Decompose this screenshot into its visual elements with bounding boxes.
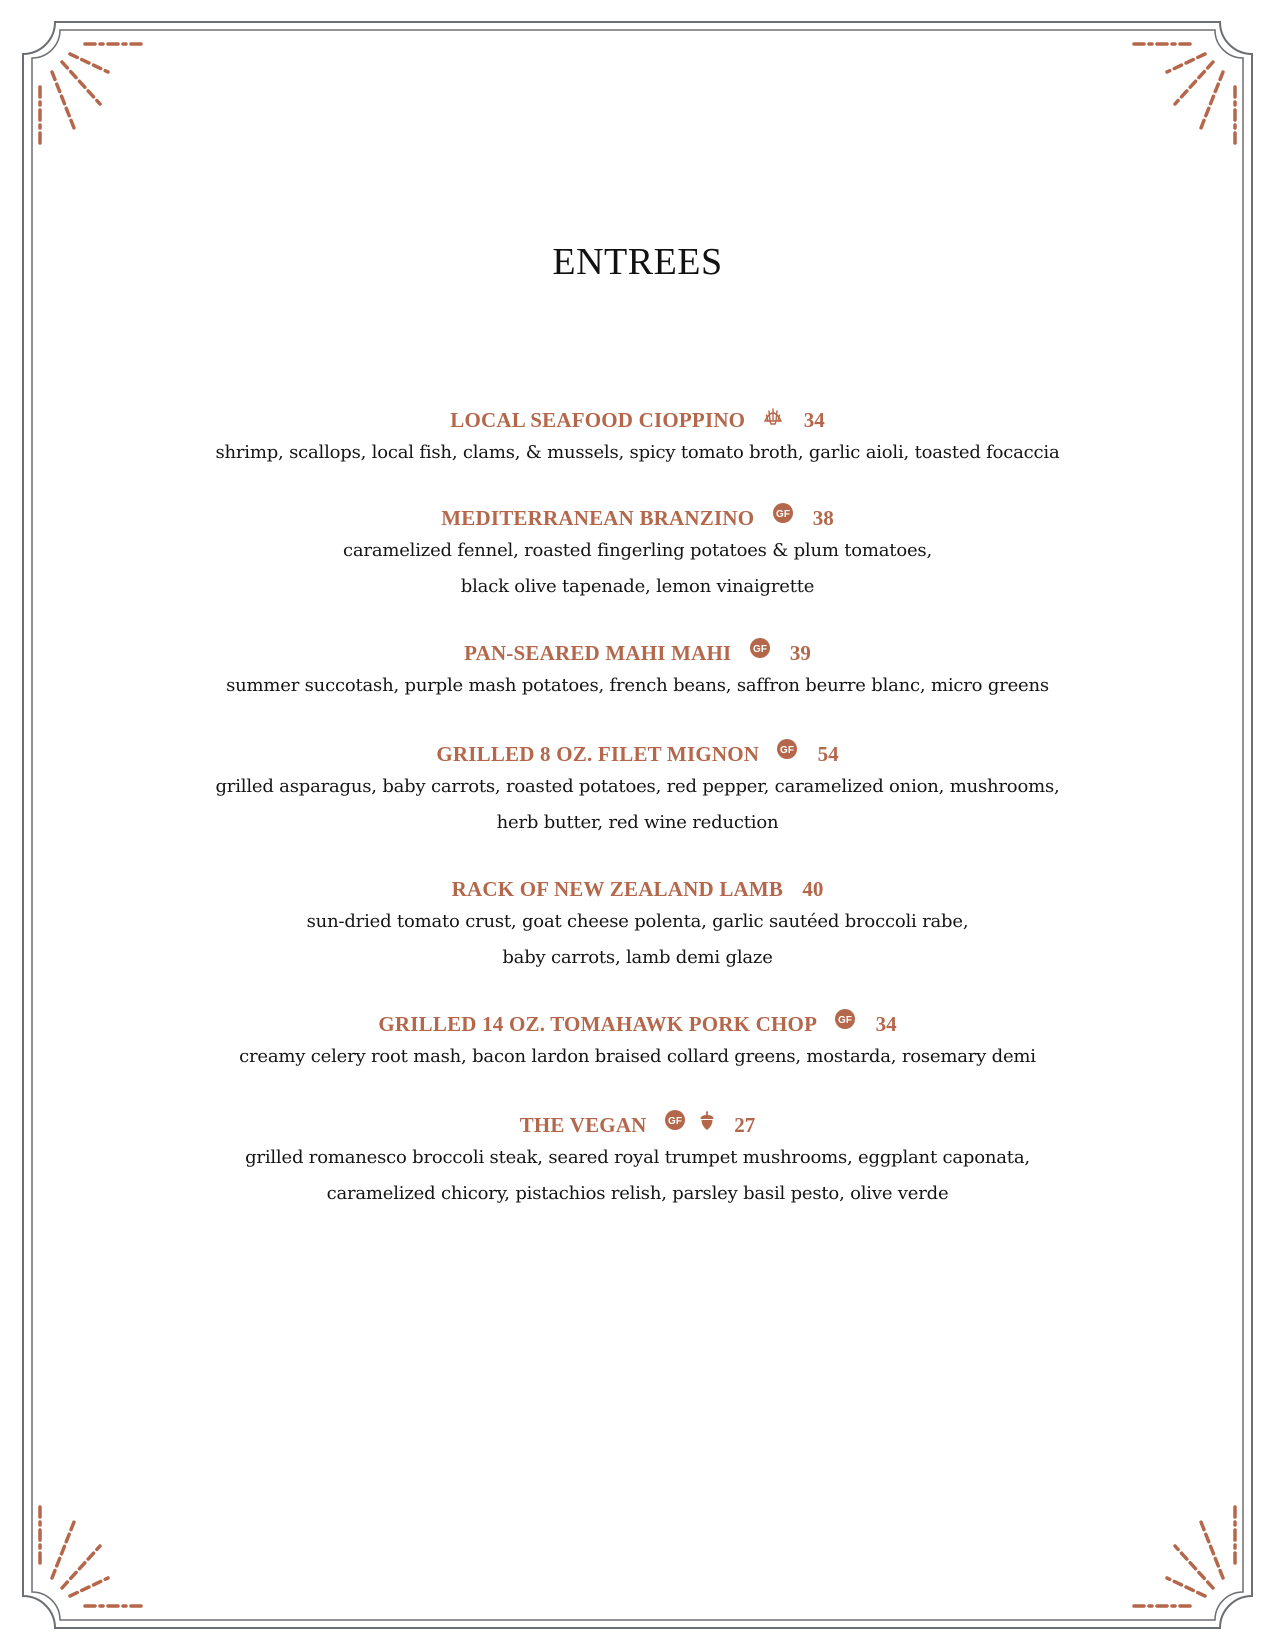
corner-rays-bottom-right [1115,1488,1245,1618]
gf-label: GF [838,1015,853,1027]
entree-price: 39 [789,641,811,665]
entree-item [150,1110,1125,1212]
gluten-free-icon [664,1109,686,1139]
description-line: baby carrots, lamb demi glaze [502,947,773,968]
entree-item [150,1009,1125,1075]
entree-name: LOCAL SEAFOOD CIOPPINO [450,408,746,432]
acorn-icon [699,1109,715,1139]
entree-header [150,1009,1125,1039]
entree-description [150,1140,1125,1212]
corner-rays-bottom-left [30,1488,160,1618]
description-line: black olive tapenade, lemon vinaigrette [460,576,815,597]
entree-description [150,668,1125,704]
entree-price: 27 [734,1113,756,1137]
corner-rays-top-left [30,32,160,162]
entree-item [150,503,1125,605]
description-line: grilled asparagus, baby carrots, roasted potatoes, red pepper, caramelized onion, mushrooms, [215,776,1060,797]
entree-item [150,739,1125,841]
description-line: grilled romanesco broccoli steak, seared royal trumpet mushrooms, eggplant caponata, [245,1147,1030,1168]
entree-header [150,1110,1125,1140]
gluten-free-icon [772,502,794,532]
page-title: ENTREES [552,241,723,283]
entree-header [150,638,1125,668]
entree-price: 40 [802,877,824,901]
entree-item [150,405,1125,471]
gf-label: GF [775,509,790,521]
entree-header [150,874,1125,904]
entree-header [150,503,1125,533]
entree-name: THE VEGAN [519,1113,647,1137]
entree-item [150,874,1125,976]
entree-name: GRILLED 8 OZ. FILET MIGNON [436,742,760,766]
entree-name: RACK OF NEW ZEALAND LAMB [451,877,784,901]
gf-label: GF [667,1116,682,1128]
entree-description [150,769,1125,841]
entree-description [150,533,1125,605]
gluten-free-icon [834,1008,856,1038]
gluten-free-icon [776,738,798,768]
entree-price: 54 [817,742,839,766]
entree-name: MEDITERRANEAN BRANZINO [441,506,755,530]
gf-label: GF [780,745,795,757]
shell-icon [762,404,784,434]
entree-description [150,435,1125,471]
entree-item [150,638,1125,704]
entree-name: PAN-SEARED MAHI MAHI [464,641,732,665]
gluten-free-icon [749,637,771,667]
entree-description [150,1039,1125,1075]
entree-price: 34 [803,408,825,432]
entree-name: GRILLED 14 OZ. TOMAHAWK PORK CHOP [378,1012,818,1036]
description-line: shrimp, scallops, local fish, clams, & mussels, spicy tomato broth, garlic aioli, toasted focaccia [215,442,1060,463]
entree-header [150,405,1125,435]
description-line: summer succotash, purple mash potatoes, french beans, saffron beurre blanc, micro greens [226,675,1049,696]
description-line: herb butter, red wine reduction [496,812,779,833]
gf-label: GF [752,644,767,656]
description-line: sun-dried tomato crust, goat cheese polenta, garlic sautéed broccoli rabe, [306,911,969,932]
entree-header [150,739,1125,769]
corner-rays-top-right [1115,32,1245,162]
description-line: caramelized fennel, roasted fingerling potatoes & plum tomatoes, [343,540,932,561]
entree-price: 34 [875,1012,897,1036]
entree-price: 38 [812,506,834,530]
entree-description [150,904,1125,976]
description-line: caramelized chicory, pistachios relish, parsley basil pesto, olive verde [326,1183,949,1204]
description-line: creamy celery root mash, bacon lardon braised collard greens, mostarda, rosemary demi [239,1046,1036,1067]
